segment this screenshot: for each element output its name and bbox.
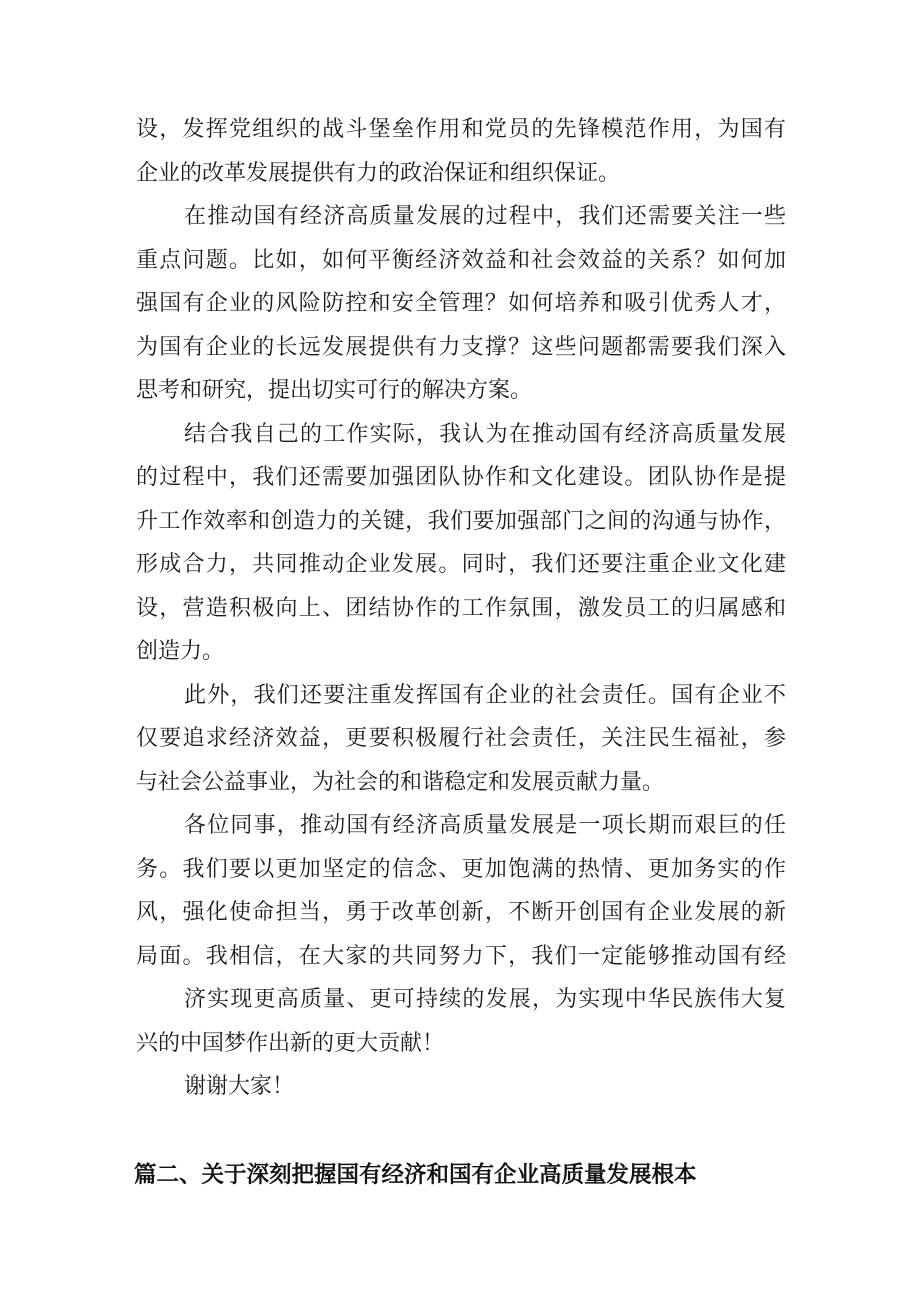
text-line: 济实现更高质量、更可持续的发展，为实现中华民族伟大复 <box>184 987 786 1012</box>
text-line: 此外，我们还要注重发挥国有企业的社会责任。国有企业不 <box>184 682 786 708</box>
text-line: 企业的改革发展提供有力的政治保证和组织保证。 <box>136 160 621 186</box>
paragraph <box>136 413 786 674</box>
text-line: 务。我们要以更加坚定的信念、更加饱满的热情、更加务实的作 <box>136 856 786 882</box>
text-line: 形成合力，共同推动企业发展。同时，我们还要注重企业文化建 <box>136 552 786 577</box>
text-line: 为国有企业的长远发展提供有力支撑？这些问题都需要我们深入 <box>136 334 786 360</box>
text-line: 兴的中国梦作出新的更大贡献！ <box>136 1030 445 1056</box>
paragraph <box>136 1065 786 1109</box>
closing-line: 谢谢大家！ <box>184 1074 295 1099</box>
text-line: 各位同事，推动国有经济高质量发展是一项长期而艰巨的任 <box>184 813 786 838</box>
paragraph <box>136 108 786 195</box>
text-line: 强国有企业的风险防控和安全管理？如何培养和吸引优秀人才， <box>136 291 786 316</box>
paragraph <box>136 674 786 805</box>
section-heading: 篇二、关于深刻把握国有经济和国有企业高质量发展根本 <box>134 1162 697 1188</box>
text-line: 重点问题。比如，如何平衡经济效益和社会效益的关系？如何加 <box>136 247 786 273</box>
paragraph <box>136 195 786 413</box>
text-line: 在推动国有经济高质量发展的过程中，我们还需要关注一些 <box>184 204 786 229</box>
text-line: 结合我自己的工作实际，我认为在推动国有经济高质量发展 <box>184 421 786 447</box>
text-line: 创造力。 <box>136 639 225 664</box>
text-line: 仅要追求经济效益，更要积极履行社会责任，关注民生福祉，参 <box>136 726 786 751</box>
paragraph <box>136 978 786 1065</box>
text-line: 风，强化使命担当，勇于改革创新，不断开创国有企业发展的新 <box>136 900 786 925</box>
document-body <box>136 108 786 1109</box>
text-line: 局面。我相信，在大家的共同努力下，我们一定能够推动国有经 <box>136 943 786 969</box>
text-line: 设，营造积极向上、团结协作的工作氛围，激发员工的归属感和 <box>136 595 786 621</box>
text-line: 的过程中，我们还需要加强团队协作和文化建设。团队协作是提 <box>136 465 786 490</box>
text-line: 思考和研究，提出切实可行的解决方案。 <box>136 378 533 403</box>
text-line: 升工作效率和创造力的关键，我们要加强部门之间的沟通与协作， <box>136 508 786 534</box>
text-line: 与社会公益事业，为社会的和谐稳定和发展贡献力量。 <box>136 769 665 795</box>
text-line: 设，发挥党组织的战斗堡垒作用和党员的先锋模范作用，为国有 <box>136 117 786 142</box>
paragraph <box>136 804 786 978</box>
